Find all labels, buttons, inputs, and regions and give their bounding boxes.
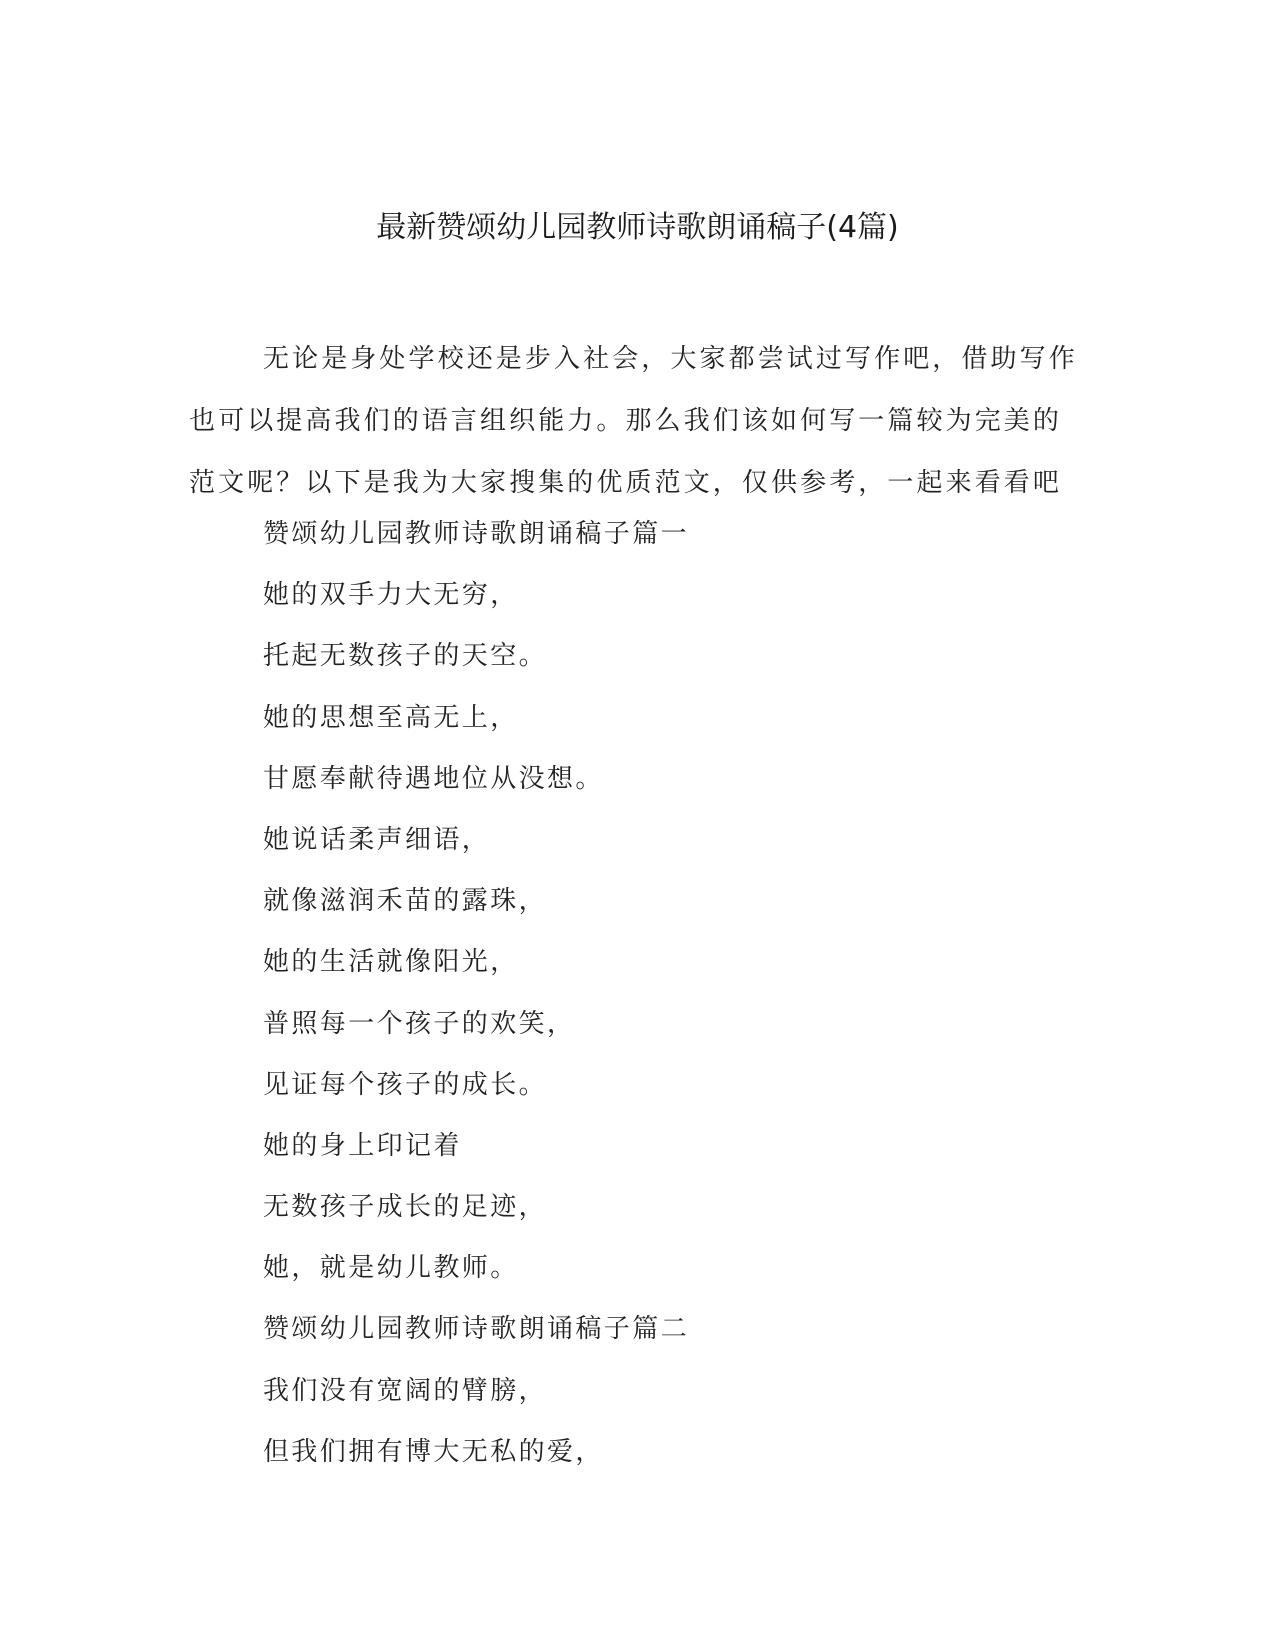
poem-line: 她的身上印记着	[263, 1130, 462, 1161]
section-heading-2: 赞颂幼儿园教师诗歌朗诵稿子篇二	[263, 1314, 690, 1345]
poem-line: 她，就是幼儿教师。	[263, 1253, 519, 1284]
poem-line: 她说话柔声细语，	[263, 824, 491, 855]
poem-lines	[263, 510, 1063, 1489]
poem-line: 她的双手力大无穷，	[263, 580, 519, 611]
poem-line: 我们没有宽阔的臂膀，	[263, 1375, 548, 1406]
poem-line: 就像滋润禾苗的露珠，	[263, 886, 548, 917]
poem-line: 无数孩子成长的足迹，	[263, 1192, 548, 1223]
poem-line: 但我们拥有博大无私的爱，	[263, 1436, 604, 1467]
document-title: 最新赞颂幼儿园教师诗歌朗诵稿子(4篇)	[376, 210, 899, 245]
poem-line: 她的生活就像阳光，	[263, 947, 519, 978]
poem-line: 甘愿奉献待遇地位从没想。	[263, 763, 604, 794]
intro-paragraph: 无论是身处学校还是步入社会，大家都尝试过写作吧，借助写作也可以提高我们的语言组织能力。那么我们该如何写一篇较为完美的范文呢？以下是我为大家搜集的优质范文，仅供参考，一起来看看吧	[189, 344, 1078, 498]
section-heading-1: 赞颂幼儿园教师诗歌朗诵稿子篇一	[263, 519, 690, 549]
poem-line: 她的思想至高无上，	[263, 702, 519, 733]
poem-line: 见证每个孩子的成长。	[263, 1069, 548, 1100]
poem-line: 托起无数孩子的天空。	[263, 641, 548, 672]
poem-line: 普照每一个孩子的欢笑，	[263, 1008, 576, 1039]
